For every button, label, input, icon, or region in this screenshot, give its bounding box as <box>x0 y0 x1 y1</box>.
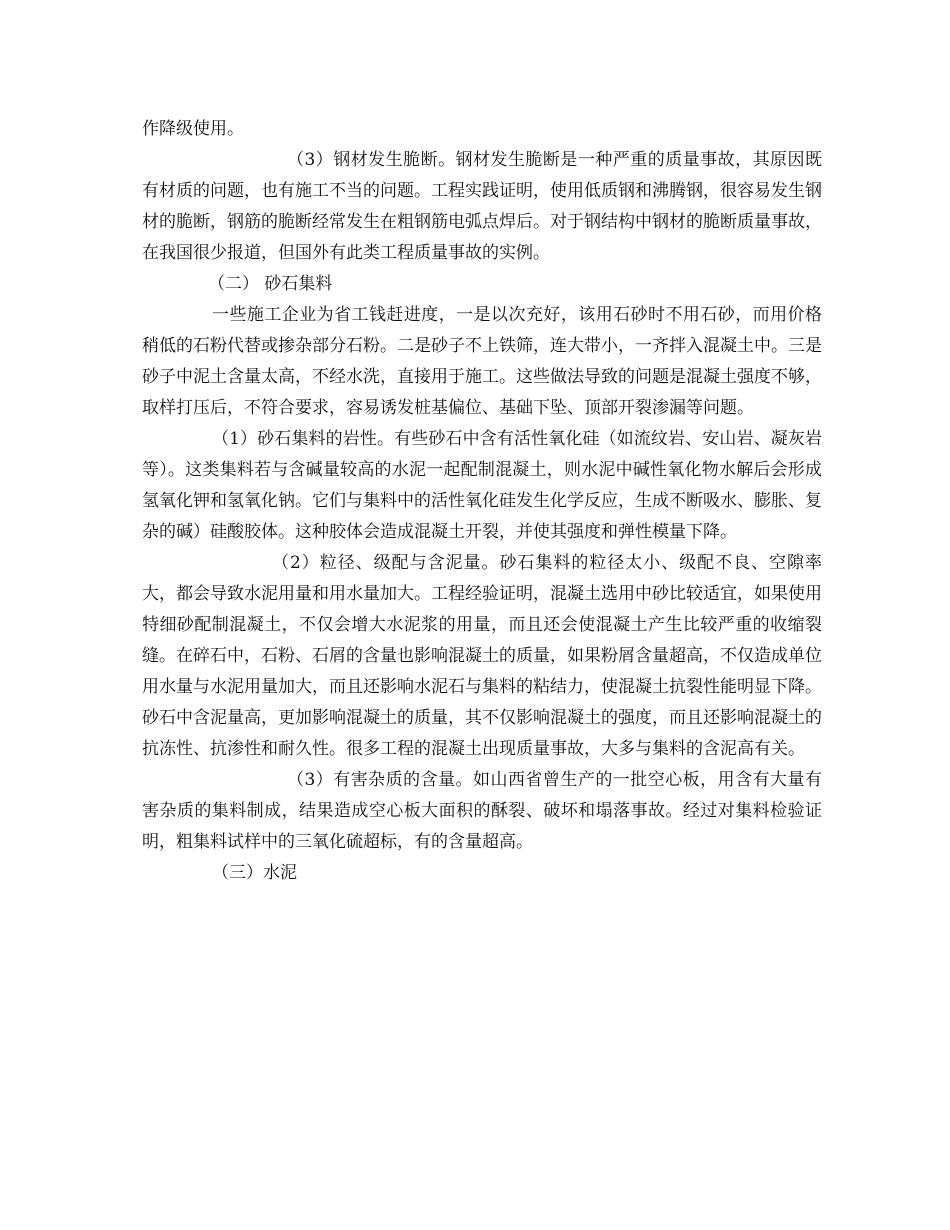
section-heading-cement: （三）水泥 <box>212 863 297 883</box>
paragraph-aggregate-rock-type: （1）砂石集料的岩性。有些砂石中含有活性氧化硅（如流纹岩、安山岩、凝灰岩等）。这类集料若与含碱量较高的水泥一起配制混凝土，则水泥中碱性氧化物水解后会形成氢氧化钾和氢氧化钠。它们与集料中的活性氧化硅发生化学反应，生成不断吸水、膨胀、复杂的碱）硅酸胶体。这种胶体会造成混凝土开裂，并使其强度和弹性模量下降。 <box>142 429 822 542</box>
paragraph-aggregate-impurity: （3）有害杂质的含量。如山西省曾生产的一批空心板，用含有大量有害杂质的集料制成，结果造成空心板大面积的酥裂、破坏和塌落事故。经过对集料检验证明，粗集料试样中的三氧化硫超标，有的含量超高。 <box>142 770 822 852</box>
paragraph-aggregate-grading: （2）粒径、级配与含泥量。砂石集料的粒径太小、级配不良、空隙率大，都会导致水泥用量和用水量加大。工程经验证明，混凝土选用中砂比较适宜，如果使用特细砂配制混凝土，不仅会增大水泥浆的用量，而且还会使混凝土产生比较严重的收缩裂缝。在碎石中，石粉、石屑的含量也影响混凝土的质量，如果粉屑含量超高，不仅造成单位用水量与水泥用量加大，而且还影响水泥石与集料的粘结力，使混凝土抗裂性能明显下降。砂石中含泥量高，更加影响混凝土的质量，其不仅影响混凝土的强度，而且还影响混凝土的抗冻性、抗渗性和耐久性。很多工程的混凝土出现质量事故，大多与集料的含泥高有关。 <box>142 553 822 759</box>
section-heading-aggregate: （二） 砂石集料 <box>208 274 333 294</box>
paragraph-steel-brittle-fracture: （3）钢材发生脆断。钢材发生脆断是一种严重的质量事故，其原因既有材质的问题，也有施工不当的问题。工程实践证明，使用低质钢和沸腾钢，很容易发生钢材的脆断，钢筋的脆断经常发生在粗钢筋电弧点焊后。对于钢结构中钢材的脆断质量事故，在我国很少报道，但国外有此类工程质量事故的实例。 <box>142 150 822 263</box>
paragraph-continuation: 作降级使用。 <box>142 119 244 139</box>
document-body <box>142 114 822 889</box>
paragraph-aggregate-intro: 一些施工企业为省工钱赶进度，一是以次充好，该用石砂时不用石砂，而用价格稍低的石粉代替或掺杂部分石粉。二是砂子不上铁筛，连大带小，一齐拌入混凝土中。三是砂子中泥土含量太高，不经水洗，直接用于施工。这些做法导致的问题是混凝土强度不够，取样打压后，不符合要求，容易诱发桩基偏位、基础下坠、顶部开裂渗漏等问题。 <box>142 305 822 418</box>
